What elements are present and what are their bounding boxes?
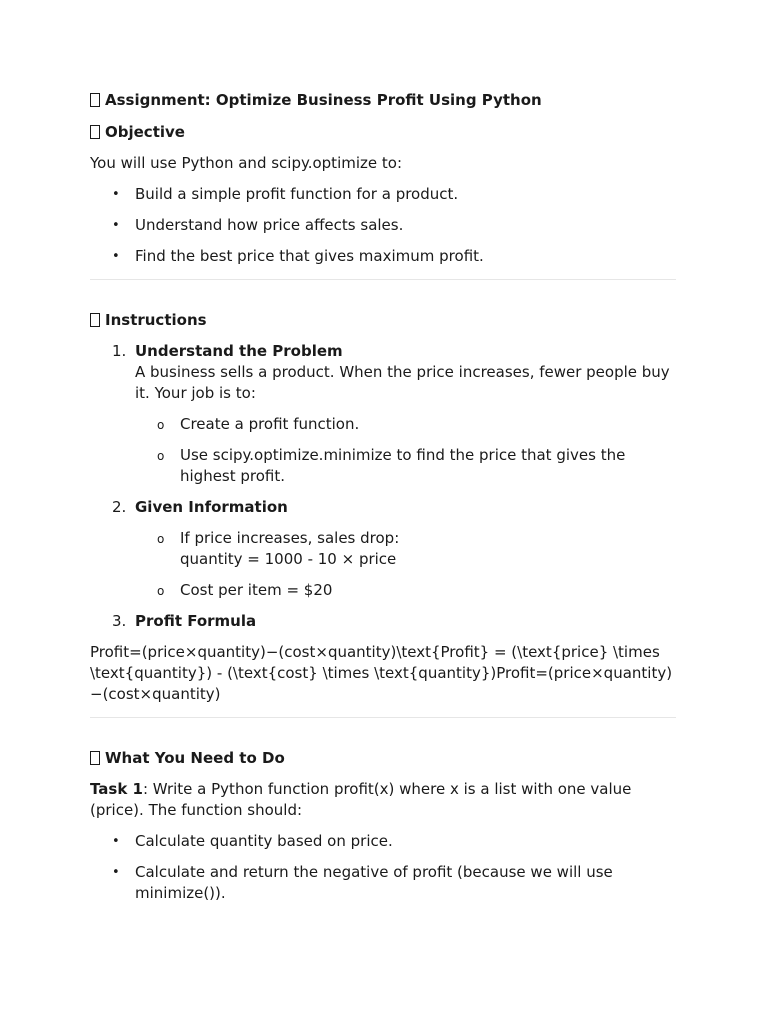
step-title: Given Information (135, 498, 288, 516)
missing-glyph-icon (90, 93, 100, 107)
objective-heading (90, 122, 676, 143)
objective-intro: You will use Python and scipy.optimize to: (90, 154, 402, 172)
profit-formula: Profit=(price×quantity)−(cost×quantity)\text{Profit} = (\text{price} \times \text{quantity}) - (\text{cost} \times \text{quantity})Profit=(price×quantity)−(cost×quantity) (90, 643, 673, 703)
list-item: o Create a profit function. (180, 414, 676, 435)
instructions-steps (90, 341, 676, 632)
list-item (180, 528, 676, 570)
step-item (112, 497, 676, 601)
instructions-heading-text: Instructions (105, 311, 207, 329)
list-item: • Understand how price affects sales. (135, 215, 676, 236)
objective-heading-text: Objective (105, 123, 185, 141)
step-title: Understand the Problem (135, 342, 343, 360)
step-subitems (135, 414, 676, 487)
step-number: 3. (112, 612, 127, 630)
list-item-line: quantity = 1000 - 10 × price (180, 550, 397, 568)
step-item (112, 341, 676, 487)
missing-glyph-icon (90, 313, 100, 327)
list-item: • Calculate and return the negative of profit (because we will use minimize()). (135, 862, 676, 904)
step-number: 2. (112, 498, 127, 516)
list-item: • Find the best price that gives maximum profit. (135, 246, 676, 267)
objective-list (90, 184, 676, 267)
step-number: 1. (112, 342, 127, 360)
task-paragraph (90, 779, 676, 821)
missing-glyph-icon (90, 125, 100, 139)
task-list (90, 831, 676, 904)
list-item: • Build a simple profit function for a product. (135, 184, 676, 205)
document-title (90, 90, 676, 111)
section-divider (90, 279, 676, 280)
todo-heading-text: What You Need to Do (105, 749, 285, 767)
task-text: : Write a Python function profit(x) where x is a list with one value (price). The function should: (90, 780, 632, 819)
step-body: A business sells a product. When the price increases, fewer people buy it. Your job is to: (135, 363, 670, 402)
todo-heading (90, 748, 676, 769)
step-title: Profit Formula (135, 612, 257, 630)
missing-glyph-icon (90, 751, 100, 765)
section-divider (90, 717, 676, 718)
list-item: • Calculate quantity based on price. (135, 831, 676, 852)
list-item: o Use scipy.optimize.minimize to find the price that gives the highest profit. (180, 445, 676, 487)
instructions-heading (90, 310, 676, 331)
step-item (112, 611, 676, 632)
task-label: Task 1 (90, 780, 143, 798)
step-subitems (135, 528, 676, 601)
list-item-line: o If price increases, sales drop: (180, 529, 400, 547)
document-title-text: Assignment: Optimize Business Profit Using Python (105, 91, 542, 109)
list-item: o Cost per item = $20 (180, 580, 676, 601)
